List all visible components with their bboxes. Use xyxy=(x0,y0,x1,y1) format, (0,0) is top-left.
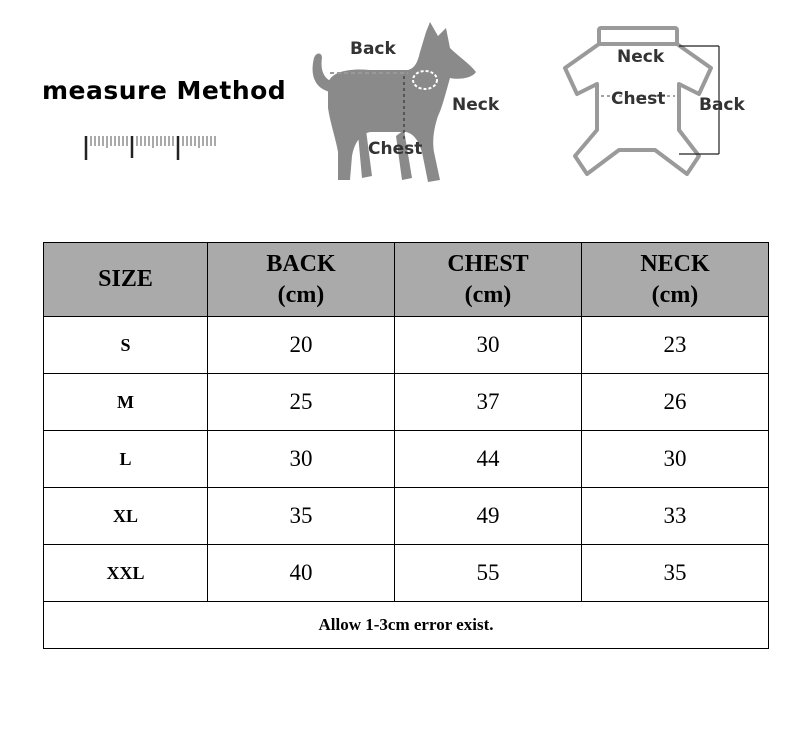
size-cell: XL xyxy=(44,488,208,545)
dog-chest-label: Chest xyxy=(368,139,423,159)
measure-method-header xyxy=(0,0,800,200)
column-header-back xyxy=(208,243,395,317)
column-header-unit: (cm) xyxy=(277,281,325,308)
table-row xyxy=(44,374,769,431)
table-row xyxy=(44,488,769,545)
column-header-unit: (cm) xyxy=(464,281,512,308)
table-row xyxy=(44,431,769,488)
size-cell: L xyxy=(44,431,208,488)
garment-neck-label: Neck xyxy=(617,47,665,67)
dog-measure-illustration xyxy=(300,12,520,190)
chest-cell: 55 xyxy=(395,545,582,602)
chest-cell: 44 xyxy=(395,431,582,488)
column-header-label: SIZE xyxy=(98,266,153,292)
neck-cell: 30 xyxy=(582,431,769,488)
chest-cell: 30 xyxy=(395,317,582,374)
column-header-unit: (cm) xyxy=(651,281,699,308)
neck-cell: 35 xyxy=(582,545,769,602)
column-header-label: BACK xyxy=(266,250,336,277)
measure-method-title: measure Method xyxy=(42,76,287,105)
size-chart-table xyxy=(43,242,769,649)
table-row xyxy=(44,317,769,374)
neck-cell: 26 xyxy=(582,374,769,431)
column-header-size xyxy=(44,243,208,317)
neck-cell: 33 xyxy=(582,488,769,545)
ruler-icon xyxy=(82,128,222,162)
size-cell: M xyxy=(44,374,208,431)
neck-cell: 23 xyxy=(582,317,769,374)
garment-back-label: Back xyxy=(699,95,745,115)
size-cell: S xyxy=(44,317,208,374)
table-note-row xyxy=(44,602,769,649)
dog-back-label: Back xyxy=(350,39,396,59)
size-cell: XXL xyxy=(44,545,208,602)
back-cell: 35 xyxy=(208,488,395,545)
chest-cell: 49 xyxy=(395,488,582,545)
table-header-row xyxy=(44,243,769,317)
column-header-neck xyxy=(582,243,769,317)
back-cell: 25 xyxy=(208,374,395,431)
chest-cell: 37 xyxy=(395,374,582,431)
column-header-label: CHEST xyxy=(447,250,529,277)
error-allowance-note: Allow 1-3cm error exist. xyxy=(44,602,769,649)
column-header-chest xyxy=(395,243,582,317)
column-header-label: NECK xyxy=(640,250,710,277)
back-cell: 20 xyxy=(208,317,395,374)
table-row xyxy=(44,545,769,602)
back-cell: 30 xyxy=(208,431,395,488)
back-cell: 40 xyxy=(208,545,395,602)
garment-chest-label: Chest xyxy=(611,89,666,109)
dog-neck-label: Neck xyxy=(452,95,500,115)
garment-measure-illustration xyxy=(555,22,755,186)
